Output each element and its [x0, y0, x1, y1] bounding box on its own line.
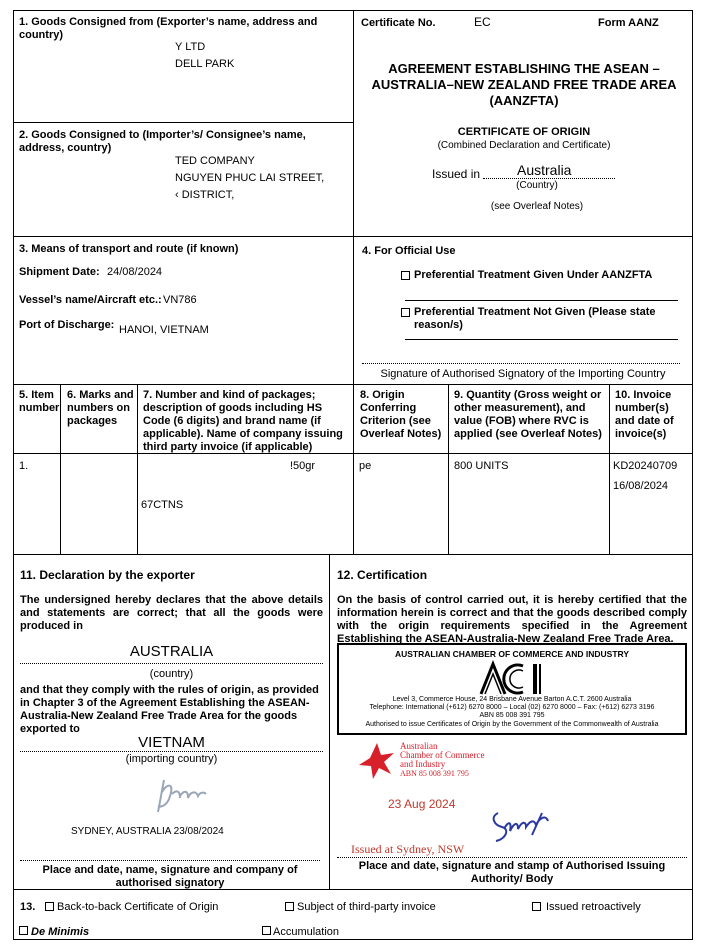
- box11-footer: Place and date, name, signature and company of authorised signatory: [42, 864, 298, 889]
- box4-title: 4. For Official Use: [362, 245, 456, 257]
- box11-12-divider: [329, 554, 330, 889]
- box11-country-caption: (country): [149, 668, 194, 680]
- red-stamp-text: [400, 742, 484, 778]
- box11-importing-dots: [20, 751, 323, 752]
- third-party-invoice-checkbox[interactable]: [285, 902, 294, 911]
- acci-stamp-address: Level 3, Commerce House, 24 Brisbane Avenue Barton A.C.T. 2600 Australia: [392, 696, 632, 703]
- box11-para2: and that they comply with the rules of origin, as provided in Chapter 3 of the Agreement Establishing the ASEAN-Australia-New Zealand Free Trade Area for the goods exported to: [20, 684, 319, 735]
- col10-header: 10. Invoice number(s) and date of invoice(s): [615, 389, 674, 440]
- issuer-signature-icon: [486, 805, 556, 847]
- row-bottom-line: [13, 554, 693, 555]
- acci-stamp-heading: AUSTRALIAN CHAMBER OF COMMERCE AND INDUSTRY: [394, 649, 630, 659]
- row-quantity: 800 UNITS: [454, 460, 509, 472]
- acci-stamp: [337, 643, 687, 735]
- box12-number: 12.: [337, 568, 354, 582]
- accumulation-checkbox[interactable]: [262, 926, 271, 935]
- box1-bottom-line: [13, 122, 353, 123]
- box11-heading: [20, 568, 195, 582]
- red-stamp-abn: ABN 85 008 391 795: [400, 769, 469, 778]
- box11-footer-dots: [20, 860, 320, 861]
- col8-divider: [353, 384, 354, 554]
- red-stamp-line2: Chamber of Commerce: [400, 750, 485, 760]
- port-label: Port of Discharge:: [19, 319, 115, 331]
- treatment-given-checkbox[interactable]: [401, 271, 410, 280]
- box2-bottom-line: [13, 236, 693, 237]
- row-item: 1.: [19, 460, 29, 472]
- port-value: HANOI, VIETNAM: [119, 324, 209, 336]
- form-label: Form AANZ: [598, 17, 659, 29]
- acci-stamp-phone: Telephone: International (+612) 6270 8000 – Local (02) 6270 8000 – Fax: (+612) 6273 3196: [369, 704, 655, 711]
- acci-logo-icon: [477, 660, 547, 696]
- top-divider: [353, 10, 354, 384]
- row-criterion: pe: [359, 460, 372, 472]
- box4-signature-dots: [362, 363, 680, 364]
- consignee-street: NGUYEN PHUC LAI STREET,: [175, 172, 325, 184]
- de-minimis-checkbox[interactable]: [19, 926, 28, 935]
- col10-divider: [609, 384, 610, 554]
- red-stamp-line3: and Industry: [400, 759, 446, 769]
- issued-in-dots: [483, 178, 615, 179]
- box4-line1: [405, 300, 678, 301]
- col7-header: 7. Number and kind of packages; description of goods including HS Code (6 digits) and brand name (if applicable). Name of company issuing third party invoice (if applicable): [143, 389, 343, 453]
- accumulation-label: Accumulation: [273, 926, 340, 938]
- box11-country: AUSTRALIA: [129, 643, 214, 660]
- box1-title: 1. Goods Consigned from (Exporter’s name, address and country): [19, 16, 318, 41]
- red-stamp-line1: Australian: [400, 741, 438, 751]
- third-party-invoice-label: Subject of third-party invoice: [297, 901, 436, 913]
- red-star-logo-icon: [358, 742, 396, 780]
- col5-header: 5. Item number: [19, 389, 60, 414]
- treatment-given-label: Preferential Treatment Given Under AANZFTA: [414, 269, 653, 281]
- box11-title: Declaration by the exporter: [39, 568, 195, 582]
- box12-footer: Place and date, signature and stamp of Authorised Issuing Authority/ Body: [358, 860, 666, 885]
- box11-importing-country: VIETNAM: [138, 734, 205, 751]
- issued-retroactively-checkbox[interactable]: [532, 902, 541, 911]
- box12-heading: [337, 568, 427, 582]
- certificate-subtitle: (Combined Declaration and Certificate): [437, 140, 611, 151]
- row-invoice-number: KD20240709: [613, 460, 678, 472]
- col7-divider: [137, 384, 138, 554]
- back-to-back-checkbox[interactable]: [45, 902, 54, 911]
- box2-title: 2. Goods Consigned to (Importer’s/ Consignee’s name, address, country): [19, 129, 306, 154]
- exporter-name: Y LTD: [175, 41, 206, 53]
- box12-title: Certification: [357, 568, 428, 582]
- shipment-date-value: 24/08/2024: [107, 266, 163, 278]
- consignee-name: TED COMPANY: [175, 155, 255, 167]
- vessel-value: VN786: [163, 294, 197, 306]
- acci-stamp-abn: ABN 85 008 391 795: [479, 712, 545, 719]
- col8-header: 8. Origin Conferring Criterion (see Overleaf Notes): [360, 389, 442, 440]
- certificate-title: CERTIFICATE OF ORIGIN: [457, 126, 591, 138]
- agreement-title: AGREEMENT ESTABLISHING THE ASEAN – AUSTRALIA–NEW ZEALAND FREE TRADE AREA (AANZFTA): [371, 61, 677, 108]
- col9-header: 9. Quantity (Gross weight or other measurement), and value (FOB) where RVC is applied (see Overleaf Notes): [454, 389, 602, 440]
- exporter-signature-icon: [140, 772, 220, 820]
- issued-retroactively-label: Issued retroactively: [546, 901, 641, 913]
- box12-para: On the basis of control carried out, it is hereby certified that the information herein is correct and that the goods described comply with the origin requirements specified in the Agreement Establishing the ASEAN-Australia-New Zealand Free Trade Area.: [337, 594, 687, 645]
- issued-in-label: Issued in: [432, 167, 481, 181]
- box11-place-date: SYDNEY, AUSTRALIA 23/08/2024: [71, 826, 224, 837]
- box13-number: 13.: [20, 901, 36, 913]
- treatment-not-given-checkbox[interactable]: [401, 308, 410, 317]
- treatment-not-given-label: Preferential Treatment Not Given (Please state reason/s): [414, 306, 656, 331]
- de-minimis-label: De Minimis: [31, 926, 90, 938]
- overleaf-note: (see Overleaf Notes): [490, 201, 584, 212]
- col6-header: 6. Marks and numbers on packages: [67, 389, 134, 427]
- box11-para1: The undersigned hereby declares that the above details and statements are correct; that all the goods were produced in: [20, 594, 323, 632]
- vessel-label: Vessel’s name/Aircraft etc.:: [19, 294, 162, 306]
- consignee-district: ‹ DISTRICT,: [175, 189, 235, 201]
- issued-at-text: Issued at Sydney, NSW: [351, 842, 465, 856]
- col6-divider: [60, 384, 61, 554]
- row-invoice-date: 16/08/2024: [613, 480, 669, 492]
- acci-stamp-authorised: Authorised to issue Certificates of Origin by the Government of the Commonwealth of Australia: [365, 721, 659, 728]
- shipment-date-label: Shipment Date:: [19, 266, 100, 278]
- box12-footer-dots: [337, 857, 687, 858]
- country-caption: (Country): [516, 180, 558, 191]
- cert-no-label: Certificate No.: [361, 17, 436, 29]
- row-description-1: !50gr: [290, 460, 316, 472]
- box3-title: 3. Means of transport and route (if known): [19, 243, 239, 255]
- box11-country-dots: [20, 663, 323, 664]
- cert-no-value: EC: [474, 15, 491, 29]
- back-to-back-label: Back-to-back Certificate of Origin: [57, 901, 219, 913]
- row-description-2: 67CTNS: [141, 499, 184, 511]
- exporter-address: DELL PARK: [175, 58, 235, 70]
- issued-in-value: Australia: [517, 162, 572, 178]
- box4-signature-caption: Signature of Authorised Signatory of the Importing Country: [380, 368, 666, 380]
- box11-importing-caption: (importing country): [125, 753, 218, 765]
- box4-line2: [405, 339, 678, 340]
- col9-divider: [448, 384, 449, 554]
- box11-number: 11.: [20, 568, 37, 582]
- certification-date: 23 Aug 2024: [388, 797, 456, 811]
